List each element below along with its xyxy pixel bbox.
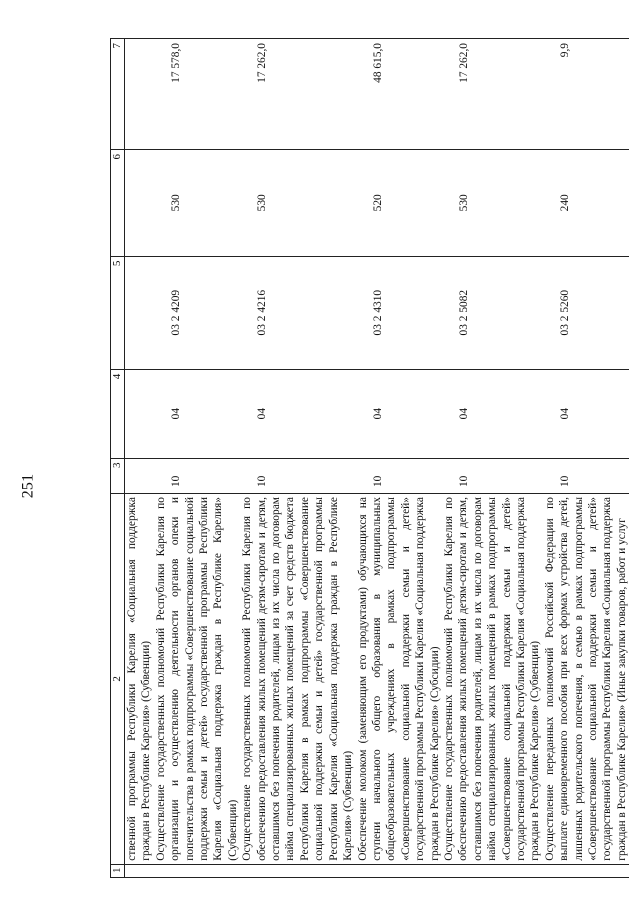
subsection-code: 04 xyxy=(356,369,442,458)
table-row xyxy=(356,39,442,878)
row-number-cell xyxy=(240,864,355,877)
continuation-description: ственной программы Республики Карелия «Социальная поддержка граждан в Республике Карелия» (Субвенции) xyxy=(125,494,154,865)
column-header-1: 1 xyxy=(111,864,125,877)
column-header-5: 5 xyxy=(111,256,125,369)
row-number-cell xyxy=(356,864,442,877)
budget-table xyxy=(110,38,629,878)
amount-value: 48 615,0 xyxy=(356,39,442,150)
table-row xyxy=(240,39,355,878)
subsection-code: 04 xyxy=(543,369,629,458)
section-code: 10 xyxy=(543,458,629,494)
amount-value: 17 578,0 xyxy=(154,39,240,150)
target-code: 03 2 4310 xyxy=(356,256,442,369)
column-header-3: 3 xyxy=(111,458,125,494)
row-description: Осуществление государственных полномочий Республики Карелия по обеспечению предоставления жилых помещений детям-сиротам и детям, оставшимся без попечения родителей, лицам из их числа по договорам найма специализированных жилых помещений за счет средств бюджета Республики Карелия в рамках подпрограммы «Совершенствование социальной поддержки семьи и детей» государственной программы Республики Карелия «Социальная поддержка граждан в Республике Карелия» (Субвенции) xyxy=(240,494,355,865)
target-code: 03 2 4209 xyxy=(154,256,240,369)
section-code: 10 xyxy=(154,458,240,494)
expense-type-code: 530 xyxy=(442,150,543,257)
target-code: 03 2 4216 xyxy=(240,256,355,369)
expense-type-code: 240 xyxy=(543,150,629,257)
rotated-page-content xyxy=(110,38,628,878)
section-code: 10 xyxy=(240,458,355,494)
empty-cell xyxy=(125,256,154,369)
column-header-2: 2 xyxy=(111,494,125,865)
row-number-cell xyxy=(543,864,629,877)
row-description: Обеспечение молоком (заменяющим его продуктами) обучающихся на ступени начального общего образования в муниципальных общеобразовательных учреждениях в рамках подпрограммы «Совершенствование социальной поддержки семьи и детей» государственной программы Республики Карелия «Социальная поддержка граждан в Республике Карелия» (Субсидии) xyxy=(356,494,442,865)
empty-cell xyxy=(125,150,154,257)
empty-cell xyxy=(125,39,154,150)
table-row-continuation xyxy=(125,39,154,878)
row-description: Осуществление переданных полномочий Российской Федерации по выплате единовременного пособия при всех формах устройства детей, лишенных родительского попечения, в семью в рамках подпрограммы «Совершенствование социальной поддержки семьи и детей» государственной программы Республики Карелия «Социальная поддержка граждан в Республике Карелия» (Иные закупки товаров, работ и услуг xyxy=(543,494,629,865)
subsection-code: 04 xyxy=(240,369,355,458)
section-code: 10 xyxy=(356,458,442,494)
empty-cell xyxy=(125,369,154,458)
amount-value: 9,9 xyxy=(543,39,629,150)
subsection-code: 04 xyxy=(154,369,240,458)
table-row xyxy=(543,39,629,878)
expense-type-code: 530 xyxy=(154,150,240,257)
row-number-cell xyxy=(442,864,543,877)
target-code: 03 2 5082 xyxy=(442,256,543,369)
row-description: Осуществление государственных полномочий Республики Карелия по организации и осуществлению деятельности органов опеки и попечительства в рамках подпрограммы «Совершенствование социальной поддержки семьи и детей» государственной программы Республики Карелия «Социальная поддержка граждан в Республике Карелия» (Субвенции) xyxy=(154,494,240,865)
column-header-6: 6 xyxy=(111,150,125,257)
page-number: 251 xyxy=(19,473,37,499)
target-code: 03 2 5260 xyxy=(543,256,629,369)
amount-value: 17 262,0 xyxy=(240,39,355,150)
subsection-code: 04 xyxy=(442,369,543,458)
expense-type-code: 520 xyxy=(356,150,442,257)
section-code: 10 xyxy=(442,458,543,494)
table-row xyxy=(442,39,543,878)
column-header-4: 4 xyxy=(111,369,125,458)
row-number-cell xyxy=(154,864,240,877)
amount-value: 17 262,0 xyxy=(442,39,543,150)
row-number-cell xyxy=(125,864,154,877)
column-number-header xyxy=(111,39,125,878)
empty-cell xyxy=(125,458,154,494)
row-description: Осуществление государственных полномочий Республики Карелия по обеспечению предоставления жилых помещений детям-сиротам и детям, оставшимся без попечения родителей, лицам из их числа по договорам найма специализированных жилых помещений в рамках подпрограммы «Совершенствование социальной поддержки семьи и детей» государственной программы Республики Карелия «Социальная поддержка граждан в Республике Карелия» (Субвенции) xyxy=(442,494,543,865)
column-header-7: 7 xyxy=(111,39,125,150)
expense-type-code: 530 xyxy=(240,150,355,257)
table-row xyxy=(154,39,240,878)
